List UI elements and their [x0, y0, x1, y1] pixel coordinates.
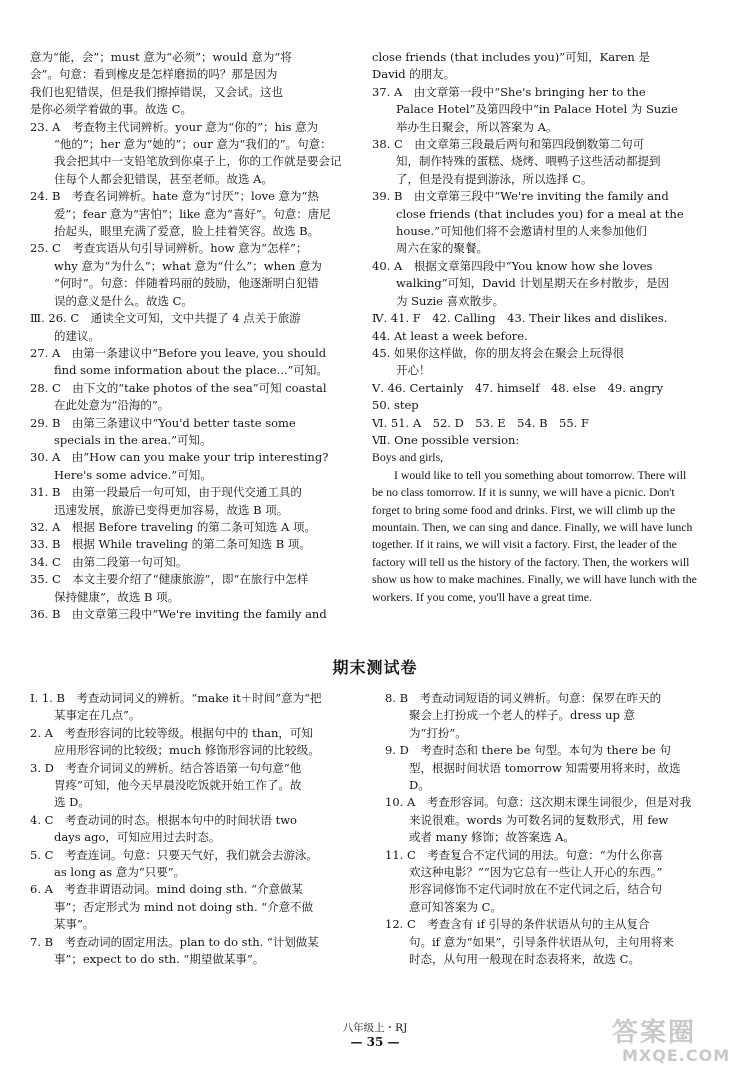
answer-entry: [372, 49, 698, 84]
answer-line: Ⅶ. One possible version:: [372, 432, 520, 447]
answer-entry: [372, 397, 698, 414]
answer-line-continued: 事”；否定形式为 mind not doing sth. “介意不做: [54, 899, 314, 914]
answer-column-bottom-right: [385, 690, 699, 969]
answer-line: 45. 如果你这样做，你的朋友将会在聚会上玩得很: [372, 345, 624, 360]
answer-column-bottom-left: [30, 690, 360, 969]
answer-line: 12. C 考查含有 if 引导的条件状语从句的主从复合: [385, 917, 650, 932]
answer-line-continued: 句。if 意为“如果”，引导条件状语从句，主句用将来: [409, 934, 674, 949]
answer-line-continued: 某事定在几点”。: [54, 708, 141, 723]
answer-line-continued: 事”；expect to do sth. “期望做某事”。: [54, 952, 265, 967]
answer-line-continued: 开心！: [396, 363, 431, 378]
answer-entry: [372, 432, 698, 449]
answer-entry: [30, 310, 360, 345]
answer-line: 31. B 由第一段最后一句可知，由于现代交通工具的: [30, 485, 302, 500]
answer-line-continued: 周六在家的聚餐。: [396, 241, 488, 256]
answer-entry: [30, 240, 360, 310]
answer-entry: [30, 571, 360, 606]
answer-line-continued: “他的”；her 意为“她的”；our 意为“我们的”。句意：: [54, 137, 332, 152]
answer-line-continued: specials in the area.”可知。: [54, 432, 212, 447]
answer-line: 10. A 考查形容词。句意：这次期末课生词很少，但是对我: [385, 795, 692, 810]
answer-line-continued: Here's some advice.”可知。: [54, 467, 212, 482]
answer-line-continued: “何时”。句意：伴随着玛丽的鼓励，他逐渐明白犯错: [54, 276, 319, 291]
answer-line-continued: days ago，可知应用过去时态。: [54, 830, 221, 845]
answer-line-continued: 的建议。: [54, 328, 100, 343]
answer-line-continued: walking”可知，David 计划星期天在乡村散步，是因: [396, 276, 669, 291]
answer-entry: [30, 725, 360, 760]
answer-entry: [30, 934, 360, 969]
answer-line: 11. C 考查复合不定代词的用法。句意：“为什么你喜: [385, 847, 664, 862]
answer-entry: [30, 881, 360, 933]
answer-line-continued: 欢这种电影？”“因为它总有一些让人开心的东西。”: [409, 865, 663, 880]
answer-line-continued: 为 Suzie 喜欢散步。: [396, 293, 505, 308]
answer-line-continued: 在此处意为“沿海的”。: [54, 398, 170, 413]
answer-entry: [30, 554, 360, 571]
essay-body: I would like to tell you something about tomorrow. There will be no class tomorrow. If it is sunny, we will have a picnic. Don't forget to bring some food and drinks. First, we will climb up the mountain. Then, we can sing and dance. Finally, we will have lunch together. If it rains, we will visit a factory. First, the leader of the factory will tell us the history of the factory. Then, the workers will show us how to make machines. Finally, we will have lunch with the workers. If you come, you'll have a great time.: [372, 467, 697, 604]
answer-line-continued: why 意为“为什么”；what 意为“什么”；when 意为: [54, 258, 322, 273]
answer-line-continued: close friends (that includes you) for a meal at the: [396, 206, 684, 221]
answer-entry: [372, 136, 698, 188]
answer-entry: [30, 49, 360, 119]
essay-greeting: Boys and girls,: [372, 450, 444, 465]
answer-line: 29. B 由第三条建议中“You'd better taste some: [30, 415, 296, 430]
answer-line-continued: 时态，从句用一般现在时态表将来，故选 C。: [409, 952, 640, 967]
answer-line: 7. B 考查动词的固定用法。plan to do sth. “计划做某: [30, 934, 319, 949]
answer-line: Ⅵ. 51. A 52. D 53. E 54. B 55. F: [372, 415, 589, 430]
answer-entry: [385, 916, 699, 968]
answer-line-continued: 了，但是没有提到游泳，所以选择 C。: [396, 171, 593, 186]
page-number: — 35 —: [350, 1035, 400, 1049]
answer-line-continued: 为“打扮”。: [409, 725, 467, 740]
answer-entry: [372, 188, 698, 258]
answer-line: 37. A 由文章第一段中“She's bringing her to the: [372, 84, 646, 99]
answer-line: 3. D 考查介词词义的辨析。结合答语第一句句意“他: [30, 760, 302, 775]
answer-entry: [372, 380, 698, 397]
answer-line-continued: 知，制作特殊的蛋糕、烧烤、喂鸭子这些活动都提到: [396, 154, 661, 169]
answer-entry: [385, 690, 699, 742]
answer-line-continued: 举办生日聚会，所以答案为 A。: [396, 119, 558, 134]
answer-entry: [30, 760, 360, 812]
answer-line-continued: 胃疼”可知，他今天早晨没吃饭就开始工作了。故: [54, 778, 302, 793]
answer-line: 39. B 由文章第三段中“We're inviting the family and: [372, 189, 669, 204]
answer-entry: [30, 690, 360, 725]
answer-column-top-left: [30, 49, 360, 623]
watermark-url: MXQE.COM: [622, 1046, 731, 1065]
answer-line-continued: D。: [409, 778, 430, 793]
answer-entry: [30, 536, 360, 553]
answer-line-continued: 是你必须学着做的事。故选 C。: [30, 102, 192, 117]
answer-line-continued: 迅速发展，旅游已变得更加容易，故选 B 项。: [54, 502, 289, 517]
answer-entry: [30, 415, 360, 450]
answer-line-continued: 型，根据时间状语 tomorrow 知需要用将来时，故选: [409, 760, 681, 775]
answer-entry: [372, 345, 698, 380]
answer-entry: [372, 310, 698, 327]
answer-entry: [30, 380, 360, 415]
answer-line-continued: 误的意义是什么。故选 C。: [54, 293, 193, 308]
answer-entry: [372, 328, 698, 345]
answer-line-continued: 保持健康”，故选 B 项。: [54, 589, 180, 604]
answer-line-continued: 我们也犯错误，但是我们擦掉错误，又会试。这也: [30, 84, 283, 99]
answer-entry: [30, 812, 360, 847]
answer-line-continued: 或者 many 修饰；故答案选 A。: [409, 830, 575, 845]
section-title: 期末测试卷: [332, 658, 418, 677]
answer-entry: [372, 415, 698, 432]
answer-line: 32. A 根据 Before traveling 的第二条可知选 A 项。: [30, 519, 316, 534]
answer-line-continued: Palace Hotel”及第四段中“in Palace Hotel 为 Suzie: [396, 102, 678, 117]
answer-line: close friends (that includes you)”可知，Karen 是: [372, 50, 650, 64]
answer-line-continued: David 的朋友。: [372, 67, 456, 82]
answer-line-continued: find some information about the place...”可知。: [54, 363, 328, 378]
watermark-logo: [600, 1012, 740, 1070]
answer-line: 38. C 由文章第三段最后两句和第四段倒数第二句可: [372, 137, 645, 152]
answer-line: 25. C 考查宾语从句引导词辨析。how 意为“怎样”；: [30, 241, 308, 256]
answer-line: Ⅴ. 46. Certainly 47. himself 48. else 49. angry: [372, 380, 664, 395]
footer-grade-label: 八年级上・RJ: [342, 1022, 408, 1034]
answer-line: 2. A 考查形容词的比较等级。根据句中的 than，可知: [30, 725, 313, 740]
answer-entry: [385, 794, 699, 846]
answer-line-continued: house.”可知他们将不会邀请村里的人来参加他们: [396, 224, 647, 239]
answer-line-continued: 意为“能，会”；must 意为“必须”；would 意为“将: [30, 50, 292, 64]
answer-entry: [30, 188, 360, 240]
answer-entry: [30, 606, 360, 623]
watermark-text: 答案圈: [612, 1018, 697, 1048]
answer-line-continued: 选 D。: [54, 795, 90, 810]
answer-entry: [30, 119, 360, 189]
answer-line: 5. C 考查连词。句意：只要天气好，我们就会去游泳。: [30, 847, 318, 862]
answer-line: 27. A 由第一条建议中“Before you leave, you should: [30, 345, 327, 360]
answer-line: 40. A 根据文章第四段中“You know how she loves: [372, 258, 653, 273]
answer-line: 23. A 考查物主代词辨析。your 意为“你的”；his 意为: [30, 119, 319, 134]
answer-line-continued: 某事”。: [54, 917, 95, 932]
answer-entry: [372, 84, 698, 136]
answer-line: 9. D 考查时态和 there be 句型。本句为 there be 句: [385, 743, 671, 758]
answer-line: 35. C 本文主要介绍了“健康旅游”，即“在旅行中怎样: [30, 572, 309, 587]
answer-line: 24. B 考查名词辨析。hate 意为“讨厌”；love 意为“热: [30, 189, 319, 204]
essay: [372, 449, 698, 606]
answer-line: Ⅲ. 26. C 通读全文可知，文中共提了 4 点关于旅游: [30, 311, 301, 326]
answer-entry: [30, 345, 360, 380]
answer-line-continued: 形容词修饰不定代词时放在不定代词之后，结合句: [409, 882, 662, 897]
answer-line-continued: 应用形容词的比较级；much 修饰形容词的比较级。: [54, 743, 320, 758]
answer-line: 6. A 考查非谓语动词。mind doing sth. “介意做某: [30, 882, 303, 897]
answer-line: 8. B 考查动词短语的词义辨析。句意：保罗在昨天的: [385, 691, 662, 705]
answer-entry: [30, 519, 360, 536]
answer-line-continued: as long as 意为“只要”。: [54, 865, 186, 880]
answer-line-continued: 住每个人都会犯错误，甚至老师。故选 A。: [54, 171, 273, 186]
answer-line: 33. B 根据 While traveling 的第二条可知选 B 项。: [30, 537, 311, 552]
answer-entry: [372, 258, 698, 310]
answer-entry: [30, 449, 360, 484]
answer-line: 36. B 由文章第三段中“We're inviting the family and: [30, 607, 327, 621]
answer-line: 34. C 由第二段第一句可知。: [30, 554, 188, 569]
answer-column-top-right: [372, 49, 698, 606]
answer-line: 44. At least a week before.: [372, 328, 528, 343]
answer-line: 30. A 由“How can you make your trip interesting?: [30, 450, 329, 465]
answer-entry: [385, 742, 699, 794]
answer-entry: [385, 847, 699, 917]
answer-line: 28. C 由下文的“take photos of the sea”可知 coastal: [30, 380, 327, 395]
answer-line-continued: 爱”；fear 意为“害怕”；like 意为“喜好”。句意：唐尼: [54, 206, 331, 221]
answer-line: 4. C 考查动词的时态。根据本句中的时间状语 two: [30, 812, 297, 827]
answer-line-continued: 抬起头，眼里充满了爱意，脸上挂着笑容。故选 B。: [54, 224, 320, 239]
answer-line: Ⅳ. 41. F 42. Calling 43. Their likes and dislikes.: [372, 311, 668, 326]
answer-line: Ⅰ. 1. B 考查动词词义的辨析。“make it＋时间”意为“把: [30, 691, 322, 705]
answer-line-continued: 我会把其中一支铅笔放到你桌子上，你的工作就是要会记: [54, 154, 342, 169]
answer-line: 50. step: [372, 398, 419, 413]
answer-line-continued: 会”。句意：看到橡皮是怎样磨损的吗？那是因为: [30, 67, 278, 82]
answer-entry: [30, 847, 360, 882]
answer-line-continued: 来说很难。words 为可数名词的复数形式，用 few: [409, 812, 669, 827]
answer-line-continued: 聚会上打扮成一个老人的样子。dress up 意: [409, 708, 636, 723]
answer-list-top-right: [372, 49, 698, 449]
answer-entry: [30, 484, 360, 519]
answer-line-continued: 意可知答案为 C。: [409, 899, 502, 914]
